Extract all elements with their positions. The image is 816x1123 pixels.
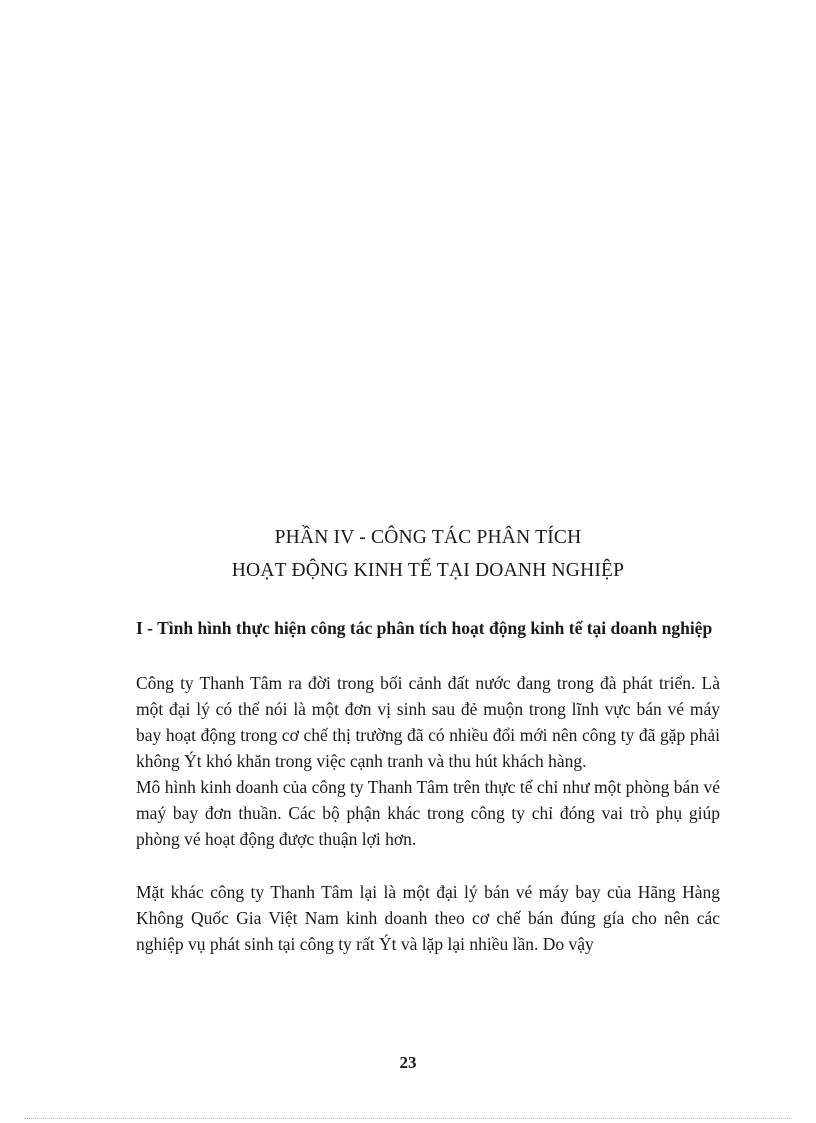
paragraph-2: Mô hình kinh doanh của công ty Thanh Tâm trên thực tế chỉ như một phòng bán vé maý bay đơn thuần. Các bộ phận khác trong công ty chỉ đóng vai trò phụ giúp phòng vé hoạt động được thuận lợi hơn. xyxy=(136,777,720,849)
paragraph-3: Mặt khác công ty Thanh Tâm lại là một đại lý bán vé máy bay của Hãng Hàng Không Quốc Gia Việt Nam kinh doanh theo cơ chế bán đúng gía cho nên các nghiệp vụ phát sinh tại công ty rất Ýt và lặp lại nhiều lần. Do vậy xyxy=(136,882,720,954)
part-title-line-2: HOẠT ĐỘNG KINH TẾ TẠI DOANH NGHIỆP xyxy=(231,560,625,581)
section-heading: I - Tình hình thực hiện công tác phân tích hoạt động kinh tế tại doanh nghiệp xyxy=(136,618,713,638)
paragraph-1: Công ty Thanh Tâm ra đời trong bối cảnh đất nước đang trong đà phát triển. Là một đại lý có thể nói là một đơn vị sinh sau đẻ muộn trong lĩnh vực bán vé máy bay hoạt động trong cơ chế thị trường đã có nhiều đổi mới nên công ty đã gặp phải không Ýt khó khăn trong việc cạnh tranh và thu hút khách hàng. xyxy=(136,673,720,771)
footer-divider xyxy=(24,1118,792,1119)
part-title-line-1: PHẦN IV - CÔNG TÁC PHÂN TÍCH xyxy=(274,527,582,548)
page-number: 23 xyxy=(399,1053,417,1072)
